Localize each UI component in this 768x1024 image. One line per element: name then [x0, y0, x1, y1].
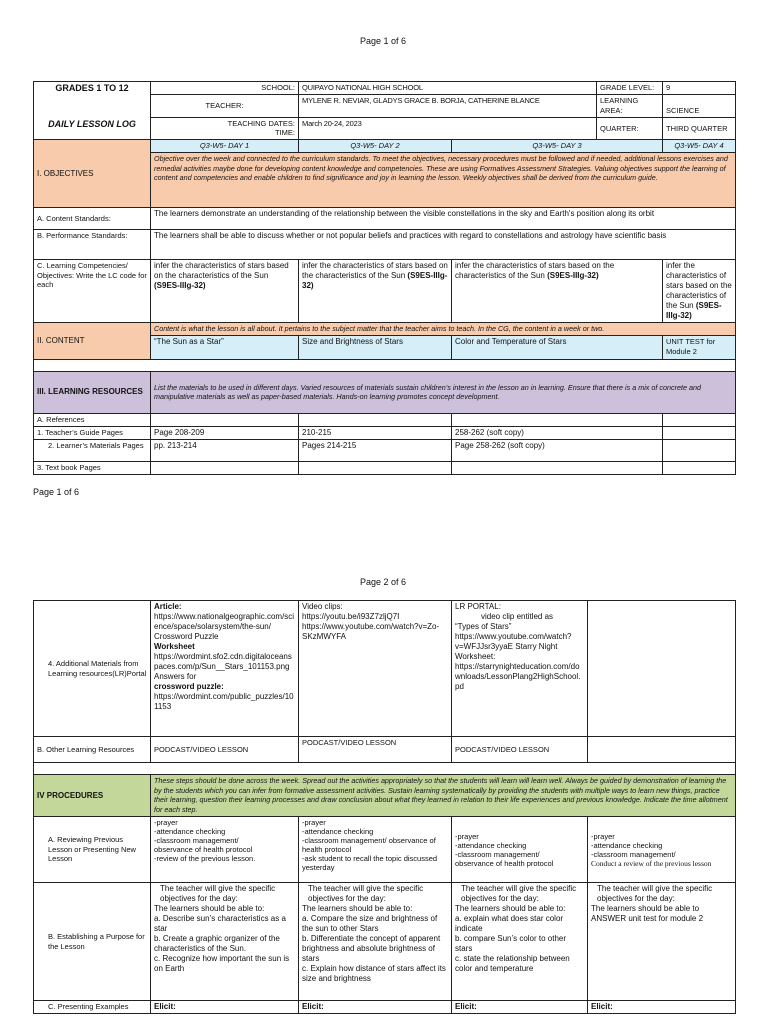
purpose-day1: The teacher will give the specific objectives for the day: The learners should be able to: a. Describe sun’s characteristics as a star b. Create a graphic organizer of the characteristics of the Sun. c. Recognize how important the sun is on Earth: [151, 883, 299, 1001]
day4-header: Q3-W5- DAY 4: [663, 140, 736, 153]
other-day1: PODCAST/VIDEO LESSON: [151, 737, 299, 763]
tg-day3: 258-262 (soft copy): [452, 426, 663, 439]
content-day3: Color and Temperature of Stars: [452, 335, 663, 359]
elicit-day2: Elicit:: [299, 1001, 452, 1014]
lm-day3: Page 258-262 (soft copy): [452, 439, 663, 461]
learning-resources-label: III. LEARNING RESOURCES: [34, 371, 151, 413]
references-label: A. References: [34, 413, 151, 426]
other-day3: PODCAST/VIDEO LESSON: [452, 737, 588, 763]
additional-materials-label: 4. Additional Materials from Learning resources(LR)Portal: [34, 601, 151, 737]
review-day1: -prayer -attendance checking -classroom management/ observance of health protocol -review of the previous lesson.: [151, 817, 299, 883]
spacer-row-2: [34, 763, 736, 775]
quarter-value: THIRD QUARTER: [663, 118, 736, 140]
purpose-day2: The teacher will give the specific objectives for the day: The learners should be able to: a. Compare the size and brightness of the sun to other Stars b. Differentiate the concept of apparent brightness and absolute brightness of stars c. Explain how distance of stars affect its size and brightness: [299, 883, 452, 1001]
review-day3: -prayer -attendance checking -classroom management/ observance of health protocol: [452, 817, 588, 883]
elicit-day3: Elicit:: [452, 1001, 588, 1014]
content-description: Content is what the lesson is all about. It pertains to the subject matter that the teacher aims to teach. In the CG, the content in a week or two.: [151, 323, 736, 336]
content-label: II. CONTENT: [34, 323, 151, 360]
purpose-day4: The teacher will give the specific objectives for the day: The learners should be able to ANSWER unit test for module 2: [588, 883, 736, 1001]
additional-day2: Video clips: https://youtu.be/i93Z7zljQ7I https://www.youtube.com/watch?v=Zo-SKzMWYFA: [299, 601, 452, 737]
objectives-description: Objective over the week and connected to the curriculum standards. To meet the objectives, necessary procedures must be followed and if needed, additional lessons exercises and remedial activities maybe done for developing content knowledge and competencies. These are using Formatives Assessment Strategies. Valuing objectives support the learning of content and competencies and enable children to find significance and joy in learning the lesson. Weekly objectives shall be derived from the curriculum guide.: [151, 153, 736, 208]
day3-header: Q3-W5- DAY 3: [452, 140, 663, 153]
purpose-label: B. Establishing a Purpose for the Lesson: [34, 883, 151, 1001]
lc-day1: infer the characteristics of stars based on the characteristics of the Sun (S9ES-IIIg-32): [151, 260, 299, 323]
procedures-description: These steps should be done across the week. Spread out the activities appropriately so that the students will learn will learn well. Always be guided by demonstration of learning the by the students which you can infer from formative assessment activities. Sustain learning systematically by providing the students with multiple ways to learn new things, practice their learning, question their learning processes and draw conclusion about what they learned in relation to their life experiences and previous knowledge. Indicate the time allotment for each step.: [151, 775, 736, 817]
other-day2: PODCAST/VIDEO LESSON: [299, 737, 452, 763]
learning-competencies-label: C. Learning Competencies/ Objectives: Write the LC code for each: [34, 260, 151, 323]
other-day4: [588, 737, 736, 763]
additional-day3: LR PORTAL: video clip entitled as “Types of Stars” https://www.youtube.com/watch?v=WFJJsr3yyaE Starry Night Worksheet: https://starrynighteducation.com/downloads/LessonPlang2HighSchool.pd: [452, 601, 588, 737]
performance-standards-label: B. Performance Standards:: [34, 230, 151, 260]
reviewing-lesson-label: A. Reviewing Previous Lesson or Presenting New Lesson: [34, 817, 151, 883]
spacer-row: [34, 359, 736, 371]
text-book-label: 3. Text book Pages: [34, 461, 151, 474]
tg-day1: Page 208-209: [151, 426, 299, 439]
elicit-day1: Elicit:: [151, 1001, 299, 1014]
school-value: QUIPAYO NATIONAL HIGH SCHOOL: [299, 82, 597, 95]
content-standards-label: A. Content Standards:: [34, 208, 151, 230]
learning-resources-description: List the materials to be used in different days. Varied resources of materials sustain children’s interest in the lesson an in learning. Ensure that there is a mix of concrete and manipulative materials as well as paper-based materials. Hands-on learning promotes concept development.: [151, 371, 736, 413]
tg-day2: 210-215: [299, 426, 452, 439]
review-day4: -prayer -attendance checking -classroom management/ Conduct a review of the previous lesson: [588, 817, 736, 883]
dates-label: TEACHING DATES: TIME:: [151, 118, 299, 140]
purpose-day3: The teacher will give the specific objectives for the day: The learners should be able to: a. explain what does star color indicate b. compare Sun’s color to other stars c. state the relationship between color and temperature: [452, 883, 588, 1001]
day1-header: Q3-W5- DAY 1: [151, 140, 299, 153]
grade-level-label: GRADE LEVEL:: [597, 82, 663, 95]
review-day2: -prayer -attendance checking -classroom management/ observance of health protocol -ask student to recall the topic discussed yesterday: [299, 817, 452, 883]
lc-day2: infer the characteristics of stars based on the characteristics of the Sun (S9ES-IIIg-32): [299, 260, 452, 323]
lm-day4: [663, 439, 736, 461]
grades-label: GRADES 1 TO 12: [34, 82, 151, 118]
learning-area-label: LEARNING AREA:: [597, 95, 663, 118]
procedures-label: IV PROCEDURES: [34, 775, 151, 817]
learning-area-value: SCIENCE: [663, 95, 736, 118]
additional-day1: Article: https://www.nationalgeographic.com/science/space/solarsystem/the-sun/ Crossword Puzzle Worksheet https://wordmint.sfo2.cdn.digitaloceanspaces.com/p/Sun__Stars_101153.png Answers for crossword puzzle: https://wordmint.com/public_puzzles/101153: [151, 601, 299, 737]
teacher-label: TEACHER:: [151, 95, 299, 118]
teacher-value: MYLENE R. NEVIAR, GLADYS GRACE B. BORJA, CATHERINE BLANCE: [299, 95, 597, 118]
other-resources-label: B. Other Learning Resources: [34, 737, 151, 763]
teachers-guide-label: 1. Teacher’s Guide Pages: [34, 426, 151, 439]
dates-value: March 20-24, 2023: [299, 118, 597, 140]
lc-day4: infer the characteristics of stars based on the characteristics of the Sun (S9ES-IIIg-32): [663, 260, 736, 323]
school-label: SCHOOL:: [151, 82, 299, 95]
content-day1: “The Sun as a Star”: [151, 335, 299, 359]
page-2-header: Page 2 of 6: [360, 577, 407, 587]
objectives-label: I. OBJECTIVES: [34, 140, 151, 208]
tg-day4: [663, 426, 736, 439]
elicit-day4: Elicit:: [588, 1001, 736, 1014]
learners-materials-label: 2. Learner’s Materials Pages: [34, 439, 151, 461]
lm-day1: pp. 213-214: [151, 439, 299, 461]
dll-label: DAILY LESSON LOG: [34, 118, 151, 140]
dll-table-page2: [33, 600, 736, 1014]
presenting-examples-label: C. Presenting Examples: [34, 1001, 151, 1014]
content-day4: UNIT TEST for Module 2: [663, 335, 736, 359]
content-day2: Size and Brightness of Stars: [299, 335, 452, 359]
performance-standards-text: The learners shall be able to discuss whether or not popular beliefs and practices with regard to constellations and astrology have scientific basis: [151, 230, 736, 260]
additional-day4: [588, 601, 736, 737]
grade-level-value: 9: [663, 82, 736, 95]
page-1-footer: Page 1 of 6: [33, 487, 80, 497]
dll-table-page1: [33, 81, 736, 475]
lc-day3: infer the characteristics of stars based on the characteristics of the Sun (S9ES-IIIg-32): [452, 260, 663, 323]
page-1-header: Page 1 of 6: [360, 36, 407, 46]
lm-day2: Pages 214-215: [299, 439, 452, 461]
quarter-label: QUARTER:: [597, 118, 663, 140]
day2-header: Q3-W5- DAY 2: [299, 140, 452, 153]
content-standards-text: The learners demonstrate an understanding of the relationship between the visible constellations in the sky and Earth's position along its orbit: [151, 208, 736, 230]
